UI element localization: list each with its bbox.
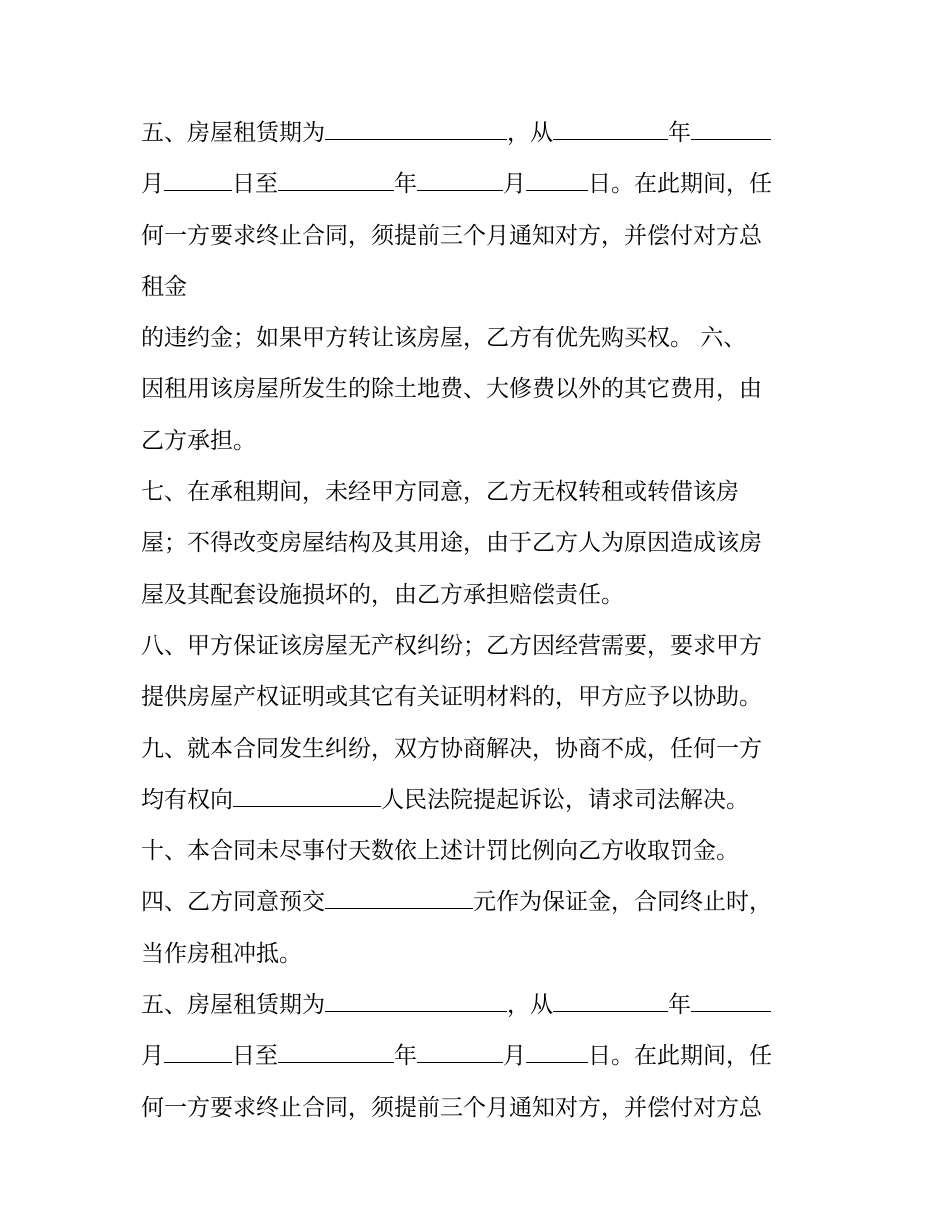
text-segment: 元作为保证金，合同终止时， <box>473 889 772 916</box>
text-segment: 人民法院提起诉讼，请求司法解决。 <box>381 786 749 813</box>
text-segment: 日。在此期间，任 <box>588 171 772 198</box>
text-line: 八、甲方保证该房屋无产权纠纷；乙方因经营需要，要求甲方 <box>141 632 762 659</box>
text-segment: 月 <box>141 171 164 198</box>
text-line <box>141 1031 831 1082</box>
text-line: 屋；不得改变房屋结构及其用途，由于乙方人为原因造成该房 <box>141 530 762 557</box>
text-line: 七、在承租期间，未经甲方同意，乙方无权转租或转借该房 <box>141 479 739 506</box>
fill-in-blank <box>526 1045 588 1063</box>
text-segment: 日至 <box>232 171 278 198</box>
text-segment: 日。在此期间，任 <box>588 1043 772 1070</box>
text-line: 九、就本合同发生纠纷，双方协商解决，协商不成，任何一方 <box>141 735 762 762</box>
text-line: 因租用该房屋所发生的除土地费、大修费以外的其它费用，由 <box>141 376 762 403</box>
fill-in-blank <box>553 122 668 140</box>
text-segment: 月 <box>141 1043 164 1070</box>
fill-in-blank <box>278 173 394 191</box>
text-segment: 年 <box>394 1043 417 1070</box>
text-line <box>141 159 831 210</box>
text-line: 屋及其配套设施损坏的，由乙方承担赔偿责任。 <box>141 581 624 608</box>
text-line: 十、本合同未尽事付天数依上述计罚比例向乙方收取罚金。 <box>141 838 739 865</box>
fill-in-blank <box>526 173 588 191</box>
text-line: 何一方要求终止合同，须提前三个月通知对方，并偿付对方总 <box>141 1094 762 1121</box>
fill-in-blank <box>233 789 381 807</box>
text-segment: 四、乙方同意预交 <box>141 889 325 916</box>
text-line: 何一方要求终止合同，须提前三个月通知对方，并偿付对方总 <box>141 222 762 249</box>
text-line <box>141 108 831 159</box>
text-line: 租金 <box>141 273 187 300</box>
fill-in-blank <box>691 994 771 1012</box>
fill-in-blank <box>164 173 232 191</box>
fill-in-blank <box>278 1045 394 1063</box>
text-segment: ，从 <box>507 120 553 146</box>
text-line <box>141 877 831 928</box>
text-segment: 月 <box>503 1043 526 1070</box>
fill-in-blank <box>691 122 771 140</box>
text-line: 提供房屋产权证明或其它有关证明材料的，甲方应予以协助。 <box>141 684 762 711</box>
fill-in-blank <box>553 994 668 1012</box>
text-segment: 年 <box>394 171 417 198</box>
contract-text <box>141 108 831 1134</box>
text-segment: 年 <box>668 120 691 146</box>
fill-in-blank <box>325 994 507 1012</box>
text-segment: ，从 <box>507 992 553 1019</box>
fill-in-blank <box>325 122 507 140</box>
text-line: 的违约金；如果甲方转让该房屋，乙方有优先购买权。 六、 <box>141 325 747 352</box>
text-segment: 月 <box>503 171 526 198</box>
text-segment: 日至 <box>232 1043 278 1070</box>
fill-in-blank <box>325 891 473 909</box>
text-line <box>141 775 831 826</box>
fill-in-blank <box>417 1045 503 1063</box>
text-segment: 五、房屋租赁期为 <box>141 992 325 1019</box>
text-segment: 五、房屋租赁期为 <box>141 120 325 146</box>
fill-in-blank <box>164 1045 232 1063</box>
text-segment: 年 <box>668 992 691 1019</box>
text-line: 当作房租冲抵。 <box>141 940 302 967</box>
text-line: 乙方承担。 <box>141 427 256 454</box>
fill-in-blank <box>417 173 503 191</box>
text-line <box>141 980 831 1031</box>
text-segment: 均有权向 <box>141 786 233 813</box>
